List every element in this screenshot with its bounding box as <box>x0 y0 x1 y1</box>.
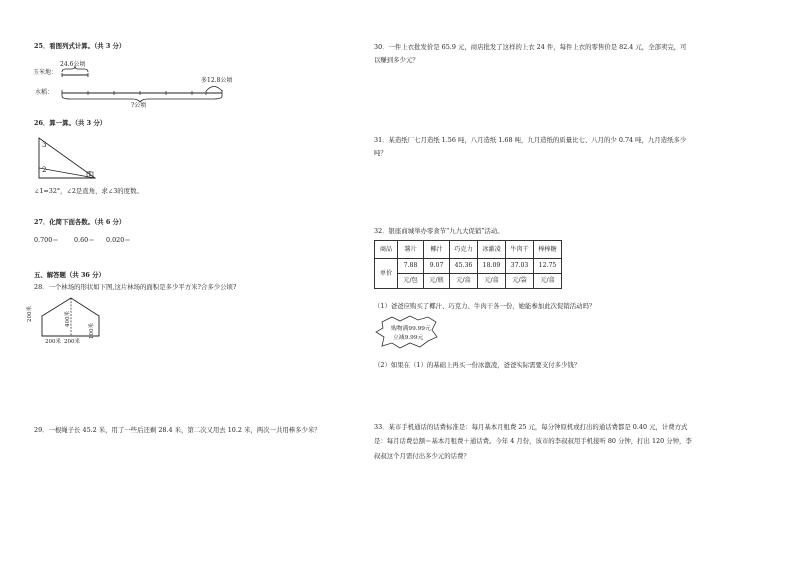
q25-corn-label: 玉米地： <box>33 69 58 76</box>
q26-angle3: 3 <box>42 141 47 149</box>
q29-text: 29．一根绳子长 45.2 米，用了一些后还剩 28.4 米，第二次又用去 10.2 米，两次一共用棒多少米？ <box>34 426 321 434</box>
q33-line-1: 33．某市手机通话的话费标准是：每月基本月租费 25 元，每分钟原机或打出的通话费都是 0.40 元，计费方式 <box>374 423 688 431</box>
q28-text: 28．一个林场的形状如下图,这片林场的面积是多少平方米?合多少公顷? <box>34 283 237 291</box>
header-cell: 椰汁 <box>424 241 450 259</box>
header-cell: 薯片 <box>398 241 424 259</box>
header-cell: 牛肉干 <box>506 241 534 259</box>
price-cell: 37.03 <box>506 259 534 274</box>
q26-angle2: 2 <box>42 166 47 174</box>
price-cell: 45.36 <box>450 259 478 274</box>
q25-corn-value: 24.6公顷 <box>60 61 86 68</box>
q26-text: ∠1=32°，∠2是直角，求∠3的度数。 <box>34 187 143 195</box>
promo-line-2: 立减9.99元 <box>393 335 424 341</box>
q28-label-100: 100米 <box>89 323 95 339</box>
price-cell: 7.88 <box>398 259 424 274</box>
q28-label-200-left: 200米 <box>27 306 33 322</box>
q30-line-1: 30．一件上衣批发价是 65.9 元，商店批发了这样的上衣 24 件，每件上衣的零售价是 82.4 元，全部卖完，可 <box>374 43 687 51</box>
q31-line-2: 吨？ <box>374 149 387 157</box>
q28-label-400: 400米 <box>65 311 71 327</box>
unit-cell: 元/盒 <box>534 274 562 289</box>
price-cell: 18.09 <box>478 259 506 274</box>
price-cell: 12.75 <box>534 259 562 274</box>
q25-more-label: 多12.8公顷 <box>201 77 233 84</box>
price-cell: 9.07 <box>424 259 450 274</box>
q28-label-bottom-2: 200米 <box>64 339 80 345</box>
unit-cell: 元/瓶 <box>424 274 450 289</box>
row-label-cell: 单价 <box>375 259 398 289</box>
q30-line-2: 以赚到多少元？ <box>374 56 419 64</box>
unit-cell: 元/袋 <box>506 274 534 289</box>
q27-item-1: 0.700＝ <box>34 236 59 244</box>
q28-label-bottom-1: 200米 <box>45 339 61 345</box>
q33-line-2: 是：每月话费总额＝基本月租费＋通话费。今年 4 月份，该市的李叔叔用手机接听 80 分钟，打出 120 分钟，李 <box>374 437 692 445</box>
unit-cell: 元/盒 <box>450 274 478 289</box>
q32-sub-2: （2）如果在（1）的基础上再买一份冰激凌，爸爸实际需要支付多少钱？ <box>374 361 581 369</box>
promo-line-1: 购物满99.99元 <box>391 326 431 332</box>
q26-title: 26．算一算。（共 3 分） <box>34 119 107 127</box>
unit-cell: 元/包 <box>398 274 424 289</box>
q27-item-3: 0.020＝ <box>106 236 131 244</box>
q27-item-2: 0.60＝ <box>74 236 95 244</box>
q31-line-1: 31．某造纸厂七月造纸 1.56 吨，八月造纸 1.68 吨，九月造纸的质量比七、八月的少 0.74 吨，九月造纸多少 <box>374 136 687 144</box>
header-cell: 巧克力 <box>450 241 478 259</box>
header-cell: 冰激凌 <box>478 241 506 259</box>
header-cell: 棒棒糖 <box>534 241 562 259</box>
unit-cell: 元/盒 <box>478 274 506 289</box>
q25-question-mark: ?公顷 <box>131 102 147 109</box>
q27-title: 27．化简下面各数。（共 6 分） <box>34 218 126 226</box>
q25-title: 25．看图列式计算。（共 3 分） <box>34 42 126 50</box>
section-5-title: 五、解答题（共 36 分） <box>34 271 105 279</box>
header-cell: 商品 <box>375 241 398 259</box>
q25-paddy-label: 水稻： <box>35 89 54 96</box>
q26-angle1: 1 <box>88 171 92 178</box>
q32-intro: 32．银座商城举办零食节“九九大促销”活动。 <box>374 227 504 235</box>
q33-line-3: 叔叔这个月需付出多少元的话费？ <box>374 452 470 460</box>
q32-sub-1: （1）爸爸应购买了椰汁、巧克力、牛肉干各一份，她能参加此次促销活动吗？ <box>374 302 596 310</box>
